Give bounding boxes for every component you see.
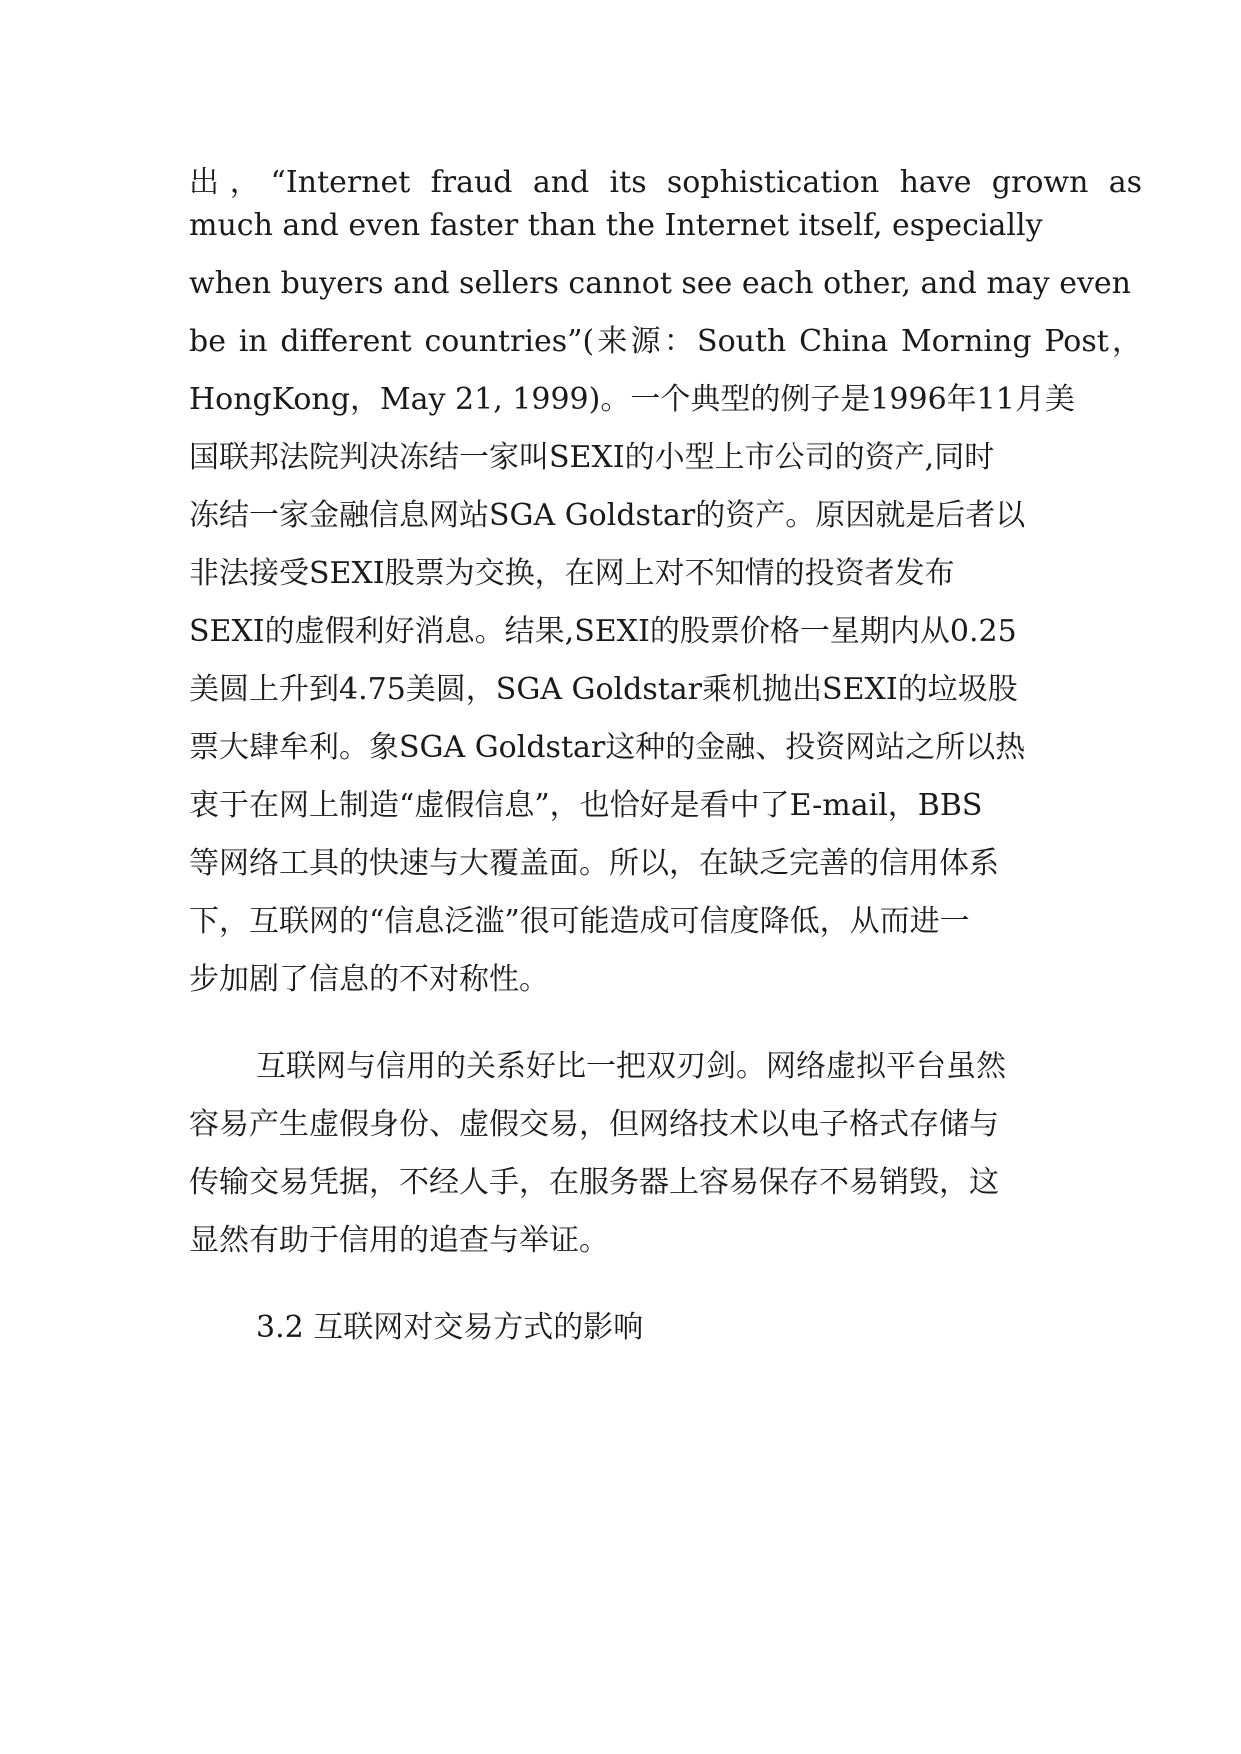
text-line: be in different countries”(来源：South China Morning Post， (189, 324, 1142, 359)
text-line: 国联邦法院判决冻结一家叫SEXI的小型上市公司的资产,同时 (189, 440, 995, 475)
text-line: 出，“Internet fraud and its sophistication have grown as (189, 165, 1142, 200)
text-line: 步加剧了信息的不对称性。 (189, 962, 549, 997)
text-line: much and even faster than the Internet itself, especially (189, 208, 1043, 243)
text-line: 冻结一家金融信息网站SGA Goldstar的资产。原因就是后者以 (189, 498, 1026, 533)
text-line: 票大肆牟利。象SGA Goldstar这种的金融、投资网站之所以热 (189, 730, 1026, 765)
text-line: when buyers and sellers cannot see each other, and may even (189, 266, 1131, 301)
text-line: 显然有助于信用的追查与举证。 (189, 1223, 609, 1258)
text-line: 非法接受SEXI股票为交换，在网上对不知情的投资者发布 (189, 556, 955, 591)
text-line: 传输交易凭据，不经人手，在服务器上容易保存不易销毁，这 (189, 1165, 999, 1200)
text-line: 下，互联网的“信息泛滥”很可能造成可信度降低，从而进一 (189, 904, 970, 939)
text-line: SEXI的虚假利好消息。结果,SEXI的股票价格一星期内从0.25 (189, 614, 1017, 649)
text-line: 美圆上升到4.75美圆，SGA Goldstar乘机抛出SEXI的垃圾股 (189, 672, 1018, 707)
text-line: 容易产生虚假身份、虚假交易，但网络技术以电子格式存储与 (189, 1107, 999, 1142)
text-line: 互联网与信用的关系好比一把双刃剑。网络虚拟平台虽然 (256, 1049, 1006, 1084)
text-line: HongKong，May 21, 1999)。一个典型的例子是1996年11月美 (189, 382, 1075, 417)
text-line: 衷于在网上制造“虚假信息”，也恰好是看中了E-mail，BBS (189, 788, 983, 823)
text-line: 等网络工具的快速与大覆盖面。所以，在缺乏完善的信用体系 (189, 846, 999, 881)
section-heading: 3.2 互联网对交易方式的影响 (256, 1310, 644, 1345)
